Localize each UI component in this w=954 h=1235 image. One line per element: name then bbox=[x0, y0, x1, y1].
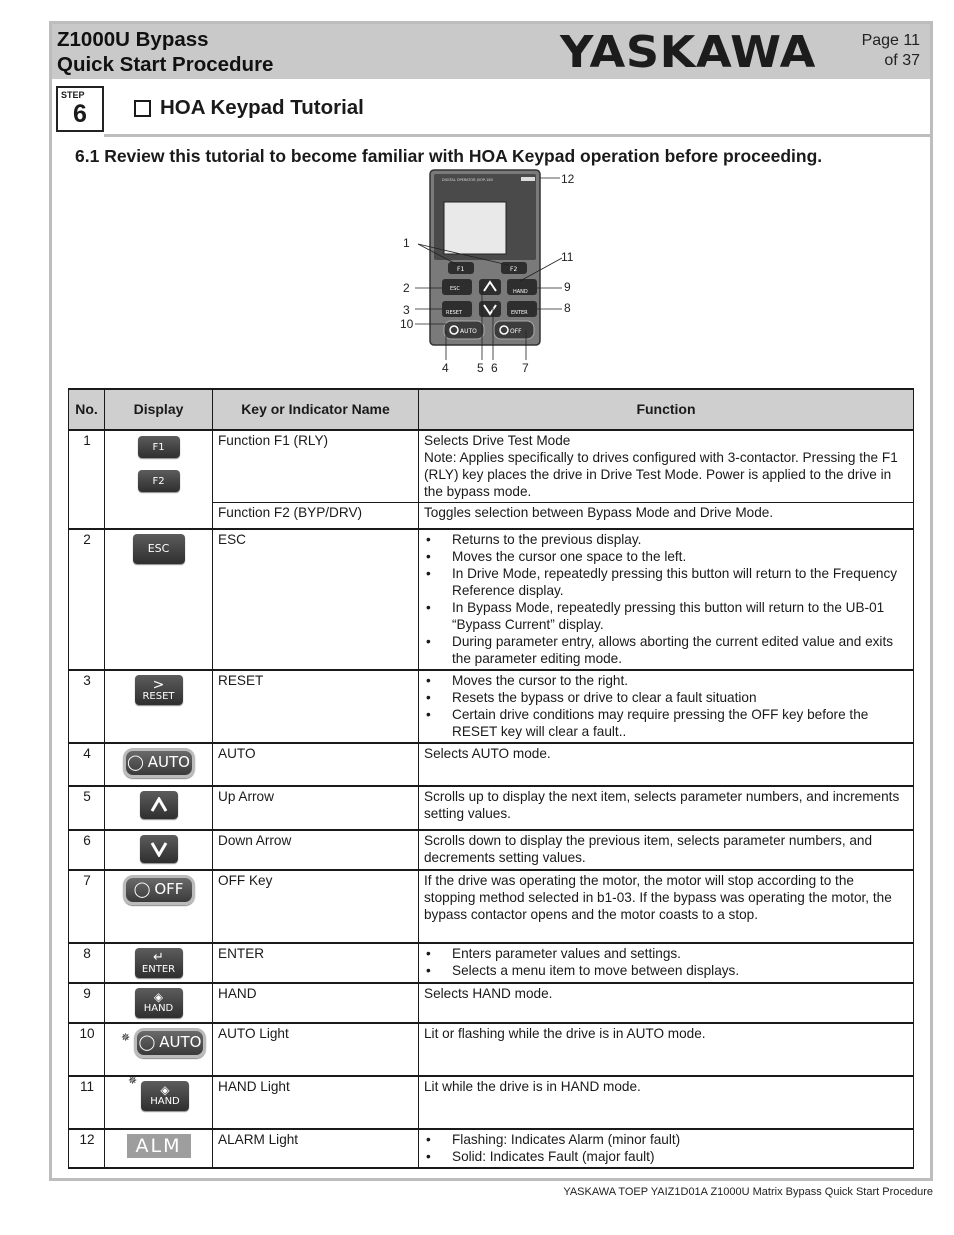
function-bullet: • During parameter entry, allows aborting the current edited value and exits the parameter editing mode. bbox=[424, 633, 909, 667]
table-row bbox=[69, 1076, 914, 1129]
hand-light-icon bbox=[141, 1081, 189, 1111]
row-display bbox=[105, 983, 213, 1023]
callout-2: 2 bbox=[403, 281, 410, 295]
title-line-2: Quick Start Procedure bbox=[57, 53, 274, 76]
row-function: Scrolls up to display the next item, selects parameter numbers, and increments setting values. bbox=[419, 786, 914, 830]
page-header bbox=[52, 24, 930, 79]
f1-key-icon: F1 bbox=[138, 436, 180, 458]
row-function bbox=[419, 943, 914, 983]
function-bullet: • In Drive Mode, repeatedly pressing this button will return to the Frequency Reference display. bbox=[424, 565, 909, 599]
table-row bbox=[69, 870, 914, 943]
table-header-row bbox=[69, 389, 914, 430]
function-bullet: • Moves the cursor one space to the left. bbox=[424, 548, 909, 565]
row-display bbox=[105, 786, 213, 830]
row-number: 10 bbox=[69, 1023, 105, 1076]
row-name: Function F1 (RLY) bbox=[213, 430, 419, 503]
row-number: 6 bbox=[69, 830, 105, 870]
fig-enter-label: ENTER bbox=[511, 310, 528, 316]
keypad-illustration bbox=[390, 168, 590, 378]
fig-reset-label: RESET bbox=[446, 310, 463, 316]
step-badge bbox=[56, 86, 104, 132]
fig-hand-label: HAND bbox=[513, 289, 528, 295]
page-number-line-1: Page 11 bbox=[861, 32, 920, 49]
header-display: Display bbox=[105, 389, 213, 430]
f2-key-icon: F2 bbox=[138, 470, 180, 492]
keypad-table bbox=[68, 388, 914, 1169]
stop-symbol-icon: ◯ bbox=[133, 880, 151, 898]
light-flash-icon: ✵ bbox=[121, 1032, 131, 1044]
row-function: Lit or flashing while the drive is in AUTO mode. bbox=[419, 1023, 914, 1076]
function-bullet: • In Bypass Mode, repeatedly pressing this button will return to the UB-01 “Bypass Current” display. bbox=[424, 599, 909, 633]
row-function: Lit while the drive is in HAND mode. bbox=[419, 1076, 914, 1129]
step-number: 6 bbox=[73, 100, 87, 128]
row-display bbox=[105, 943, 213, 983]
row-number: 9 bbox=[69, 983, 105, 1023]
row-name: Function F2 (BYP/DRV) bbox=[213, 503, 419, 529]
header-no: No. bbox=[69, 389, 105, 430]
callout-3: 3 bbox=[403, 303, 410, 317]
callout-12: 12 bbox=[561, 172, 575, 186]
enter-key-label: ENTER bbox=[141, 963, 176, 975]
row-name: AUTO Light bbox=[213, 1023, 419, 1076]
table-row bbox=[69, 430, 914, 503]
reset-key-icon bbox=[135, 675, 183, 705]
row-number: 7 bbox=[69, 870, 105, 943]
callout-8: 8 bbox=[564, 301, 571, 315]
header-name: Key or Indicator Name bbox=[213, 389, 419, 430]
function-bullet: • Selects a menu item to move between displays. bbox=[424, 962, 909, 979]
callout-10: 10 bbox=[400, 317, 414, 331]
row-display bbox=[105, 743, 213, 786]
callout-5: 5 bbox=[477, 361, 484, 375]
page-number bbox=[862, 31, 920, 71]
hand-diamond-icon: ◈ bbox=[153, 990, 164, 1004]
row-name: OFF Key bbox=[213, 870, 419, 943]
hand-diamond-icon: ◈ bbox=[160, 1083, 170, 1097]
up-arrow-key-icon bbox=[140, 791, 178, 819]
callout-7: 7 bbox=[522, 361, 529, 375]
row-name: ENTER bbox=[213, 943, 419, 983]
header-function: Function bbox=[419, 389, 914, 430]
fig-f2-label: F2 bbox=[510, 266, 518, 273]
row-name: HAND Light bbox=[213, 1076, 419, 1129]
fig-esc-label: ESC bbox=[450, 286, 460, 292]
alarm-light-icon: ALM bbox=[127, 1134, 191, 1158]
row-name: ESC bbox=[213, 529, 419, 670]
checkbox-icon[interactable] bbox=[134, 100, 151, 117]
light-flash-icon: ✵ bbox=[128, 1075, 138, 1087]
fig-f1-label: F1 bbox=[457, 266, 465, 273]
hand-key-label: HAND bbox=[143, 1003, 174, 1014]
off-key-icon bbox=[123, 875, 195, 905]
divider bbox=[104, 134, 930, 137]
keypad-diagram bbox=[390, 168, 590, 378]
section-title bbox=[134, 96, 364, 120]
function-bullet: • Moves the cursor to the right. bbox=[424, 672, 909, 689]
row-number: 11 bbox=[69, 1076, 105, 1129]
step-label: STEP bbox=[61, 90, 85, 100]
table-row bbox=[69, 529, 914, 670]
table-row bbox=[69, 670, 914, 743]
hand-light-label: HAND bbox=[150, 1096, 180, 1107]
row-display bbox=[105, 670, 213, 743]
row-function: Scrolls down to display the previous item, selects parameter numbers, and decrements setting values. bbox=[419, 830, 914, 870]
callout-11: 11 bbox=[561, 250, 574, 264]
row-name: RESET bbox=[213, 670, 419, 743]
callout-9: 9 bbox=[564, 280, 571, 294]
row-number: 4 bbox=[69, 743, 105, 786]
function-bullet: • Enters parameter values and settings. bbox=[424, 945, 909, 962]
row-number: 8 bbox=[69, 943, 105, 983]
page-footer: YASKAWA TOEP YAIZ1D01A Z1000U Matrix Bypass Quick Start Procedure bbox=[563, 1186, 933, 1198]
section-title-text: HOA Keypad Tutorial bbox=[160, 96, 364, 119]
row-number: 2 bbox=[69, 529, 105, 670]
table-row bbox=[69, 830, 914, 870]
row-name: HAND bbox=[213, 983, 419, 1023]
function-bullet: • Flashing: Indicates Alarm (minor fault) bbox=[424, 1131, 909, 1148]
function-line: Note: Applies specifically to drives configured with 3-contactor. Pressing the F1 (RLY) key places the drive in Drive Test Mode. Power is applied to the drive in the bypass mode. bbox=[424, 450, 898, 499]
row-display bbox=[105, 529, 213, 670]
auto-light-icon bbox=[134, 1028, 206, 1058]
callout-6: 6 bbox=[491, 361, 498, 375]
table-row bbox=[69, 1023, 914, 1076]
fig-off-label: OFF bbox=[510, 328, 522, 335]
row-name: Down Arrow bbox=[213, 830, 419, 870]
row-display bbox=[105, 1129, 213, 1168]
row-function: If the drive was operating the motor, the motor will stop according to the stopping method selected in b1-03. If the bypass was operating the motor, the bypass contactor opens and the motor coasts to a stop. bbox=[419, 870, 914, 943]
function-line: Selects Drive Test Mode bbox=[424, 433, 571, 448]
title-line-1: Z1000U Bypass bbox=[57, 28, 209, 51]
auto-light-label: AUTO bbox=[159, 1033, 202, 1051]
down-arrow-key-icon bbox=[140, 835, 178, 863]
row-function bbox=[419, 670, 914, 743]
row-function bbox=[419, 529, 914, 670]
page-number-line-2: of 37 bbox=[884, 52, 920, 69]
function-bullet: • Resets the bypass or drive to clear a fault situation bbox=[424, 689, 909, 706]
row-display bbox=[105, 1023, 213, 1076]
off-key-label: OFF bbox=[154, 880, 184, 898]
row-function bbox=[419, 430, 914, 503]
yaskawa-logo: YASKAWA bbox=[560, 27, 816, 78]
row-number: 1 bbox=[69, 430, 105, 529]
auto-symbol-icon: ◯ bbox=[138, 1033, 156, 1051]
return-arrow-icon: ↵ bbox=[153, 949, 164, 965]
function-bullet: • Certain drive conditions may require pressing the OFF key before the RESET key will clear a fault.. bbox=[424, 706, 909, 740]
enter-key-icon bbox=[135, 948, 183, 978]
row-display bbox=[105, 830, 213, 870]
auto-key-icon bbox=[123, 748, 195, 778]
row-function bbox=[419, 1129, 914, 1168]
row-name: Up Arrow bbox=[213, 786, 419, 830]
row-number: 3 bbox=[69, 670, 105, 743]
table-row bbox=[69, 786, 914, 830]
subheading: 6.1 Review this tutorial to become familiar with HOA Keypad operation before proceeding. bbox=[75, 146, 823, 166]
row-display bbox=[105, 430, 213, 529]
function-bullet: • Solid: Indicates Fault (major fault) bbox=[424, 1148, 909, 1165]
row-function: Selects HAND mode. bbox=[419, 983, 914, 1023]
esc-key-icon: ESC bbox=[133, 534, 185, 564]
auto-key-label: AUTO bbox=[147, 753, 190, 771]
document-title bbox=[57, 27, 273, 77]
reset-key-label: RESET bbox=[142, 690, 175, 702]
callout-4: 4 bbox=[442, 361, 449, 375]
function-bullet: • Returns to the previous display. bbox=[424, 531, 909, 548]
table-row bbox=[69, 983, 914, 1023]
row-name: AUTO bbox=[213, 743, 419, 786]
table-row bbox=[69, 943, 914, 983]
row-name: ALARM Light bbox=[213, 1129, 419, 1168]
row-number: 5 bbox=[69, 786, 105, 830]
fig-auto-label: AUTO bbox=[460, 328, 477, 335]
row-display bbox=[105, 870, 213, 943]
keypad-top-text: DIGITAL OPERATOR JVOP-180 bbox=[442, 178, 493, 182]
right-arrow-icon: > bbox=[152, 676, 165, 693]
row-number: 12 bbox=[69, 1129, 105, 1168]
callout-1: 1 bbox=[403, 236, 410, 250]
table-row bbox=[69, 743, 914, 786]
hand-key-icon bbox=[135, 988, 183, 1018]
row-display bbox=[105, 1076, 213, 1129]
row-function: Toggles selection between Bypass Mode and Drive Mode. bbox=[419, 503, 914, 529]
row-function: Selects AUTO mode. bbox=[419, 743, 914, 786]
table-row bbox=[69, 1129, 914, 1168]
auto-symbol-icon: ◯ bbox=[126, 753, 144, 771]
